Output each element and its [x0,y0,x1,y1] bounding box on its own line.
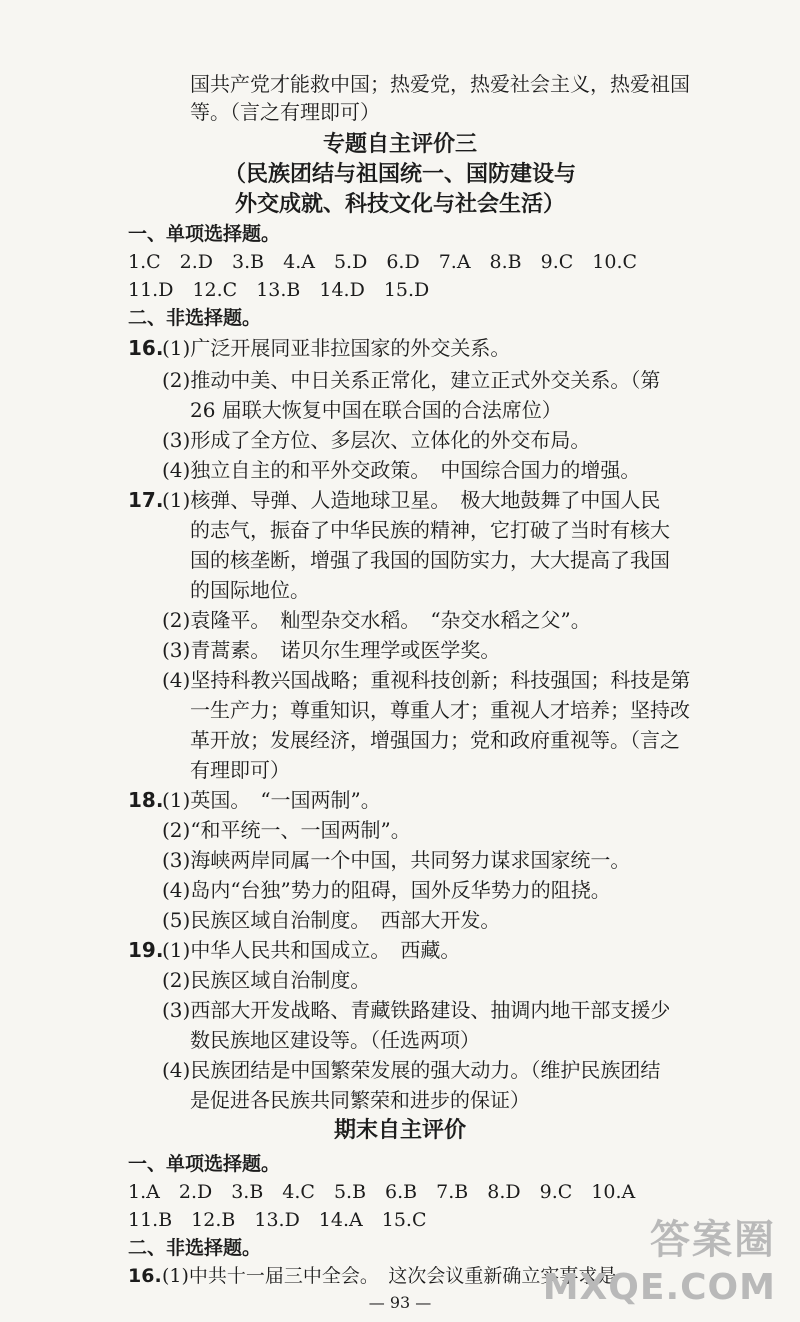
answer-line: (4)民族团结是中国繁荣发展的强大动力。（维护民族团结 [162,1058,661,1082]
page-number: — 93 — [368,1293,432,1312]
watermark-logo [542,1208,782,1308]
section1-subtitle-2: 外交成就、科技文化与社会生活） [234,192,565,217]
answer-line: (3)西部大开发战略、青藏铁路建设、抽调内地干部支援少 [162,998,671,1022]
question-number: 16. [128,1265,162,1287]
answer-line: (3)青蒿素。 诺贝尔生理学或医学奖。 [162,638,501,662]
intro-line-1: 国共产党才能救中国；热爱党，热爱社会主义，热爱祖国 [190,72,690,96]
answer-line: (3)海峡两岸同属一个中国，共同努力谋求国家统一。 [162,848,631,872]
answer-line: (1)英国。 “一国两制”。 [162,788,381,812]
answer-line: (2)民族区域自治制度。 [162,968,371,992]
question-number: 17. [128,488,164,512]
answer-line: (1)中共十一届三中全会。 这次会议重新确立实事求是 [162,1265,617,1287]
answer-line: 的国际地位。 [190,578,310,602]
answer-line: (1)广泛开展同亚非拉国家的外交关系。 [162,336,511,360]
answer-line: (2)袁隆平。 籼型杂交水稻。 “杂交水稻之父”。 [162,608,591,632]
answer-line: 26 届联大恢复中国在联合国的合法席位） [190,398,562,422]
answer-line: 数民族地区建设等。（任选两项） [190,1028,480,1052]
watermark-bottom-text: MXQE.COM [542,1267,776,1308]
answer-line: (3)形成了全方位、多层次、立体化的外交布局。 [162,428,591,452]
question-number: 16. [128,336,164,360]
section1-answers-2: 11.D 12.C 13.B 14.D 15.D [128,279,430,301]
answer-line: 革开放；发展经济，增强国力；党和政府重视等。（言之 [190,728,680,752]
answer-line: 一生产力；尊重知识，尊重人才；重视人才培养；坚持改 [190,698,690,722]
section1-heading-choice: 一、单项选择题。 [128,223,281,245]
answer-line: (2)“和平统一、一国两制”。 [162,818,411,842]
section2-answers-2: 11.B 12.B 13.D 14.A 15.C [128,1209,427,1231]
question-number: 18. [128,788,164,812]
answer-line: (5)民族区域自治制度。 西部大开发。 [162,908,501,932]
answer-line: 的志气，振奋了中华民族的精神，它打破了当时有核大 [190,518,670,542]
section1-title: 专题自主评价三 [322,132,477,157]
section2-heading-choice: 一、单项选择题。 [128,1153,281,1175]
answer-line: (4)坚持科教兴国战略；重视科技创新；科技强国；科技是第 [162,668,691,692]
watermark-top-text: 答案圈 [650,1217,776,1263]
answer-line: (1)核弹、导弹、人造地球卫星。 极大地鼓舞了中国人民 [162,488,661,512]
section1-subtitle-1: （民族团结与祖国统一、国防建设与 [223,162,576,187]
section1-heading-nonchoice: 二、非选择题。 [128,307,262,329]
answer-line: (2)推动中美、中日关系正常化，建立正式外交关系。（第 [162,368,661,392]
answer-line: 有理即可） [190,758,290,782]
answer-line: (4)独立自主的和平外交政策。 中国综合国力的增强。 [162,458,641,482]
section2-heading-nonchoice: 二、非选择题。 [128,1237,262,1259]
section2-answers-1: 1.A 2.D 3.B 4.C 5.B 6.B 7.B 8.D 9.C 10.A [128,1181,636,1203]
intro-line-2: 等。（言之有理即可） [190,100,380,124]
answer-line: 国的核垄断，增强了我国的国防实力，大大提高了我国 [190,548,670,572]
question-number: 19. [128,938,164,962]
answer-line: (4)岛内“台独”势力的阻碍，国外反华势力的阻挠。 [162,878,611,902]
section1-answers-1: 1.C 2.D 3.B 4.A 5.D 6.D 7.A 8.B 9.C 10.C [128,251,638,273]
answer-line: 是促进各民族共同繁荣和进步的保证） [190,1088,530,1112]
answer-line: (1)中华人民共和国成立。 西藏。 [162,938,461,962]
section2-title: 期末自主评价 [333,1118,466,1143]
